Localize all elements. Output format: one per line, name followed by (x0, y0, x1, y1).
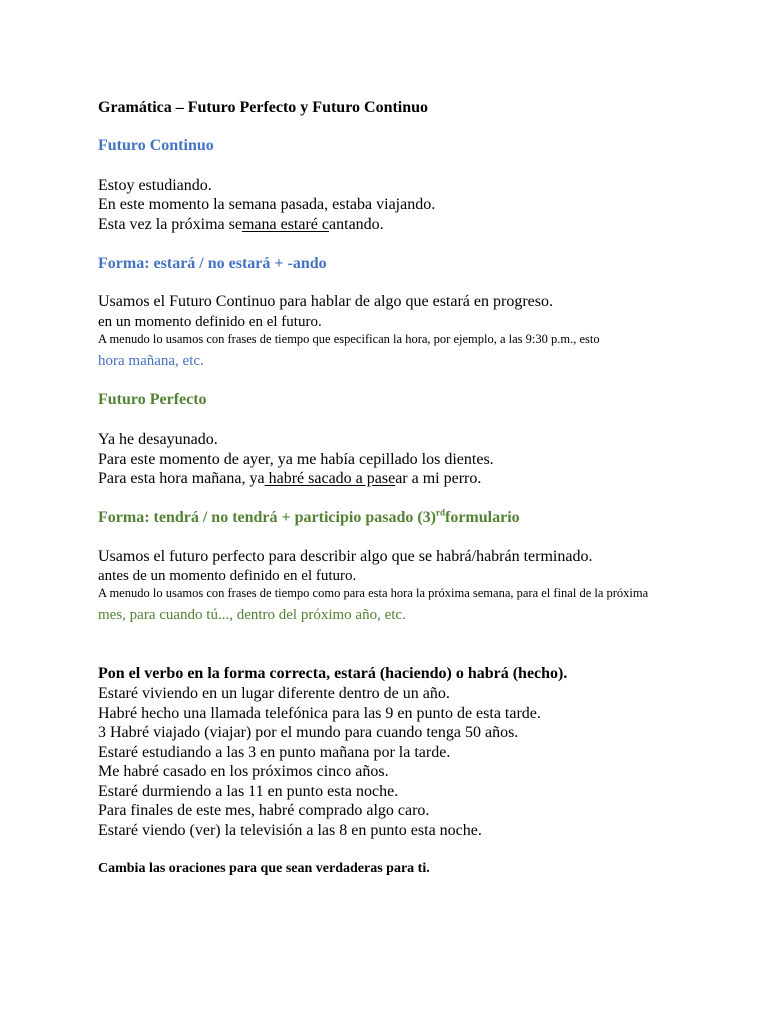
continuo-example-3: Esta vez la próxima semana estaré cantando. (98, 216, 384, 233)
continuo-usage-1: Usamos el Futuro Continuo para hablar de algo que estará en progreso. (98, 293, 553, 310)
exercise-item: 3 Habré viajado (viajar) por el mundo para cuando tenga 50 años. (98, 724, 519, 741)
continuo-usage-3: A menudo lo usamos con frases de tiempo que especifican la hora, por ejemplo, a las 9:30 p.m., esto (98, 332, 600, 346)
perfecto-form-rule: Forma: tendrá / no tendrá + participio pasado $(3)^{rd}formulario$ (98, 507, 520, 526)
exercise-item: Para finales de este mes, habré comprado algo caro. (98, 802, 430, 819)
perfecto-usage-4: mes, para cuando tú..., dentro del próximo año, etc. (98, 607, 406, 623)
perfecto-example-1: Ya he desayunado. (98, 431, 218, 448)
exercise-item: Estaré viendo (ver) la televisión a las 8 en punto esta noche. (98, 822, 482, 839)
continuo-example-2: En este momento la semana pasada, estaba viajando. (98, 196, 436, 213)
continuo-form-rule: Forma: estará / no estará + -ando (98, 255, 327, 272)
doc-title: Gramática – Futuro Perfecto y Futuro Continuo (98, 99, 429, 116)
perfecto-usage-3: A menudo lo usamos con frases de tiempo como para esta hora la próxima semana, para el final de la próxima (98, 586, 649, 600)
closing-instruction: Cambia las oraciones para que sean verdaderas para ti. (98, 861, 430, 876)
exercise-item: Me habré casado en los próximos cinco años. (98, 763, 389, 780)
heading-futuro-perfecto: Futuro Perfecto (98, 391, 207, 408)
perfecto-usage-2: antes de un momento definido en el futuro. (98, 568, 357, 584)
exercise-item: Estaré estudiando a las 3 en punto mañana por la tarde. (98, 744, 451, 761)
heading-futuro-continuo: Futuro Continuo (98, 137, 214, 154)
perfecto-usage-1: Usamos el futuro perfecto para describir algo que se habrá/habrán terminado. (98, 548, 593, 565)
continuo-usage-2: en un momento definido en el futuro. (98, 314, 322, 330)
exercise-item: Estaré viviendo en un lugar diferente dentro de un año. (98, 685, 450, 702)
continuo-usage-4: hora mañana, etc. (98, 353, 204, 369)
perfecto-example-2: Para este momento de ayer, ya me había cepillado los dientes. (98, 451, 494, 468)
exercise-item: Habré hecho una llamada telefónica para las 9 en punto de esta tarde. (98, 705, 541, 722)
exercise-item: Estaré durmiendo a las 11 en punto esta noche. (98, 783, 399, 800)
perfecto-example-3: Para esta hora mañana, ya habré sacado a pasear a mi perro. (98, 470, 482, 487)
exercise-instruction: Pon el verbo en la forma correcta, estará (haciendo) o habrá (hecho). (98, 665, 568, 682)
continuo-example-1: Estoy estudiando. (98, 177, 212, 194)
